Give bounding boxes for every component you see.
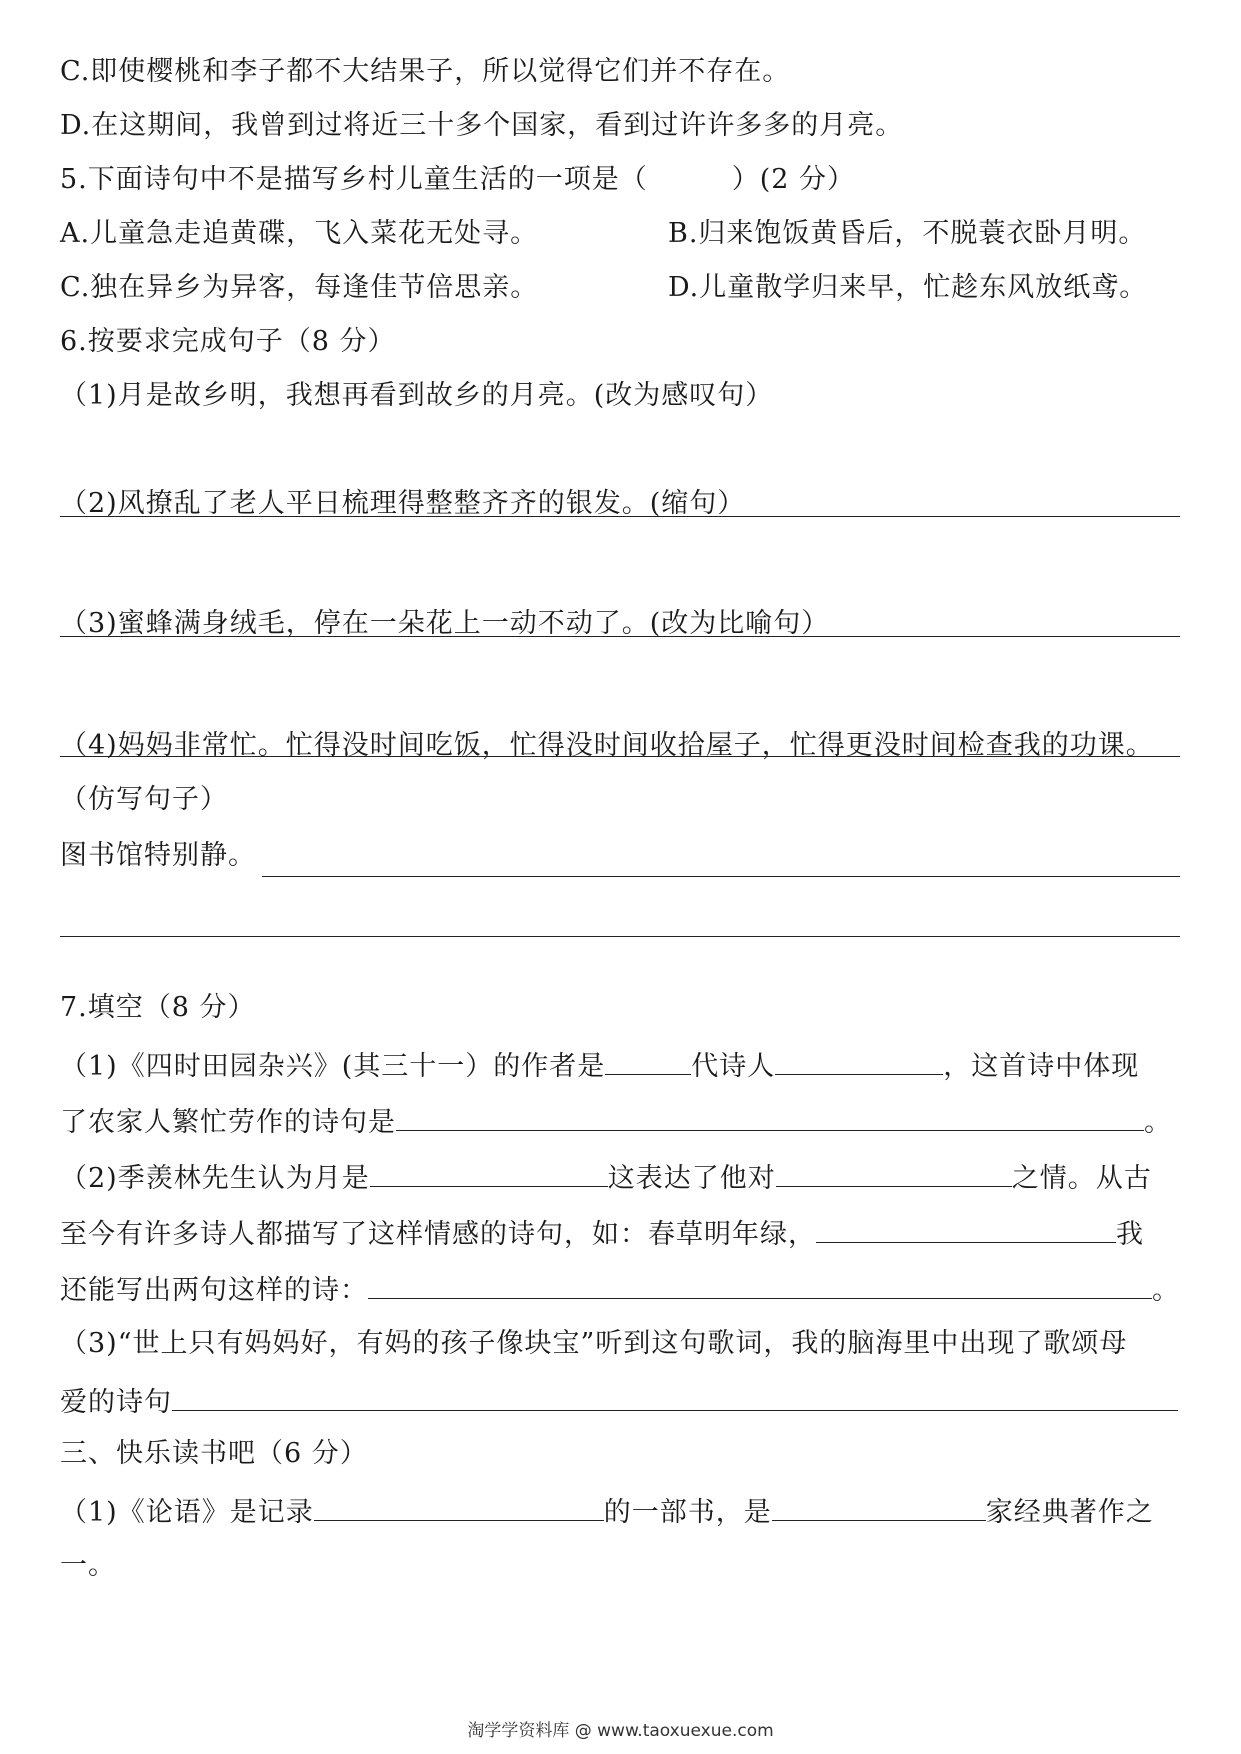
section-3-item-1-text-b: 的一部书，是 <box>603 1497 772 1528</box>
q5-option-b: B.归来饱饭黄昏后，不脱蓑衣卧月明。 <box>668 218 1147 249</box>
q6-sentence-4-instruction: （仿写句子） <box>60 784 228 815</box>
q5-option-c: C.独在异乡为异客，每逢佳节倍思亲。 <box>60 272 539 303</box>
q7-item-1-text-e: 。 <box>1144 1107 1172 1138</box>
q6-sentence-4-prompt: 图书馆特别静。 <box>60 840 256 871</box>
q7-item-2-text-b: 这表达了他对 <box>607 1163 776 1194</box>
q7-item-3-text-b: 爱的诗句 <box>60 1387 172 1418</box>
q6-sentence-3: （3)蜜蜂满身绒毛，停在一朵花上一动不动了。(改为比喻句） <box>60 608 830 639</box>
q7-item-1-text-d: 了农家人繁忙劳作的诗句是 <box>60 1107 396 1138</box>
q6-sentence-1: （1)月是故乡明，我想再看到故乡的月亮。(改为感叹句） <box>60 380 774 411</box>
section-3-item-1-text-a: （1)《论语》是记录 <box>60 1497 314 1528</box>
answer-blank[interactable] <box>772 1492 986 1521</box>
q7-item-2-text-g: 。 <box>1152 1275 1180 1306</box>
section-3-title: 三、快乐读书吧（6 分） <box>60 1438 368 1469</box>
answer-blank[interactable] <box>370 1158 608 1187</box>
answer-blank[interactable] <box>775 1046 943 1075</box>
q7-item-3-line-1: （3)“世上只有妈妈好，有妈的孩子像块宝”听到这句歌词，我的脑海里中出现了歌颂母 <box>60 1328 1128 1359</box>
footer-watermark: 淘学学资料库 @ www.taoxuexue.com <box>467 1721 774 1741</box>
q6-sentence-4: （4)妈妈非常忙。忙得没时间吃饭，忙得没时间收拾屋子，忙得更没时间检查我的功课。 <box>60 730 1154 761</box>
q7-item-1-line-1 <box>60 1046 1139 1085</box>
q7-item-2-text-d: 至今有许多诗人都描写了这样情感的诗句，如：春草明年绿， <box>60 1219 816 1250</box>
q7-item-1-text-a: （1)《四时田园杂兴》(其三十一）的作者是 <box>60 1051 606 1082</box>
answer-line[interactable] <box>60 936 1180 937</box>
section-3-item-1-text-c: 家经典著作之 <box>985 1497 1154 1528</box>
q7-item-2-text-f: 还能写出两句这样的诗： <box>60 1275 368 1306</box>
q6-stem: 6.按要求完成句子（8 分） <box>60 326 396 357</box>
q7-item-1-text-b: 代诗人 <box>691 1051 776 1082</box>
answer-blank[interactable] <box>605 1046 691 1075</box>
q7-item-2-line-2 <box>60 1214 1144 1253</box>
answer-blank[interactable] <box>314 1492 604 1521</box>
q7-item-3-line-2 <box>60 1382 1178 1421</box>
answer-blank[interactable] <box>172 1382 1178 1411</box>
q7-item-2-text-a: （2)季羡林先生认为月是 <box>60 1163 370 1194</box>
answer-blank[interactable] <box>368 1270 1152 1299</box>
q7-item-2-text-e: 我 <box>1116 1219 1144 1250</box>
q5-option-d: D.儿童散学归来早，忙趁东风放纸鸢。 <box>668 272 1148 303</box>
q4-option-d: D.在这期间，我曾到过将近三十多个国家，看到过许许多多的月亮。 <box>60 110 904 141</box>
q7-item-2-line-1 <box>60 1158 1152 1197</box>
q7-item-2-text-c: 之情。从古 <box>1011 1163 1152 1194</box>
q6-sentence-2: （2)风撩乱了老人平日梳理得整整齐齐的银发。(缩句） <box>60 488 746 519</box>
section-3-item-1-line-2: 一。 <box>60 1550 116 1581</box>
q7-item-1-line-2 <box>60 1102 1172 1141</box>
answer-line[interactable] <box>262 876 1180 877</box>
answer-blank[interactable] <box>816 1214 1116 1243</box>
q5-stem: 5.下面诗句中不是描写乡村儿童生活的一项是（ ）(2 分） <box>60 164 856 195</box>
answer-blank[interactable] <box>776 1158 1012 1187</box>
q7-item-1-text-c: ，这首诗中体现 <box>943 1051 1140 1082</box>
q4-option-c: C.即使樱桃和李子都不大结果子，所以觉得它们并不存在。 <box>60 56 791 87</box>
section-3-item-1-line-1 <box>60 1492 1154 1531</box>
answer-blank[interactable] <box>396 1102 1144 1131</box>
q7-item-2-line-3 <box>60 1270 1180 1309</box>
q5-option-a: A.儿童急走追黄碟，飞入菜花无处寻。 <box>60 218 539 249</box>
q7-stem: 7.填空（8 分） <box>60 992 256 1023</box>
